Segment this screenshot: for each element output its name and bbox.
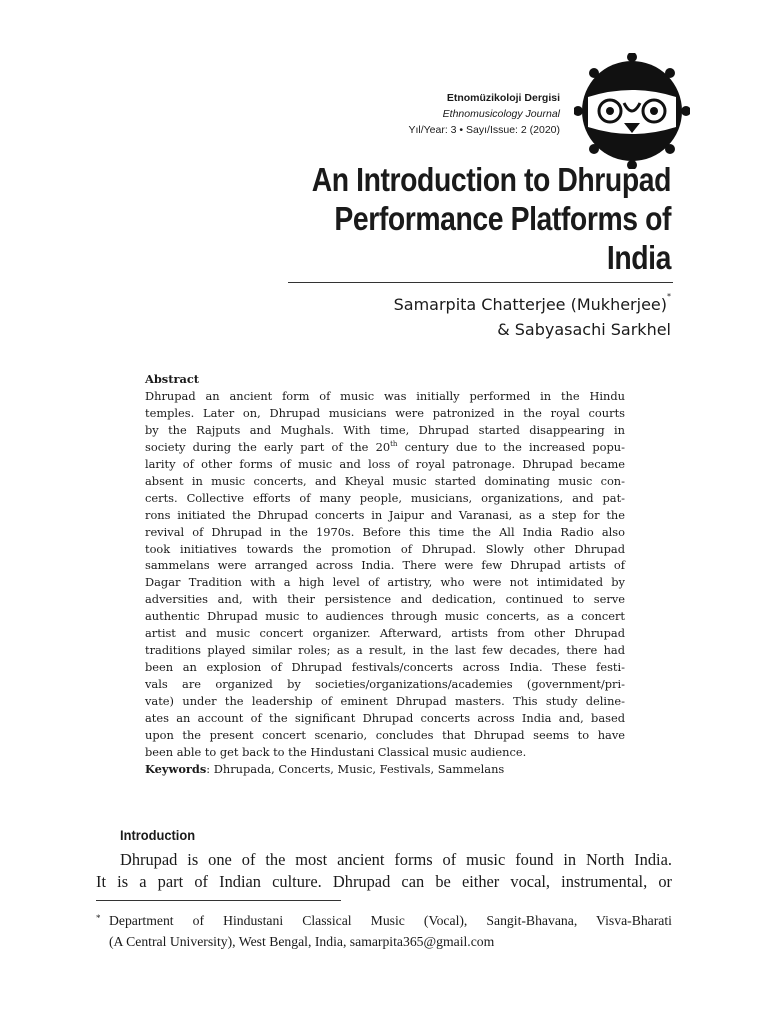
abstract-line: larity of other forms of music and loss of royal patronage. Dhrupad became: [145, 456, 625, 471]
abstract-line: artist and music concert organizer. Afterward, artists from other Dhrupad: [145, 626, 625, 641]
author-list: [394, 292, 671, 342]
journal-logo: [574, 53, 690, 169]
body-line: It is a part of Indian culture. Dhrupad can be either vocal, instrumental, or: [96, 872, 672, 891]
body-line: Dhrupad is one of the most ancient forms of music found in North India.: [120, 850, 672, 869]
keywords-text: : Dhrupada, Concerts, Music, Festivals, Sammelans: [206, 761, 505, 776]
keywords: [145, 761, 625, 778]
introduction-body: [96, 849, 672, 893]
abstract-line: authentic Dhrupad music to audiences through music concerts, as a concert: [145, 609, 625, 624]
abstract-line: revival of Dhrupad in the 1970s. Before this time the All India Radio also: [145, 524, 625, 539]
section-heading-introduction: Introduction: [120, 827, 196, 843]
title-line: India: [606, 239, 671, 276]
paper-title: [258, 160, 671, 277]
abstract-line: Dhrupad an ancient form of music was initially performed in the Hindu: [145, 388, 625, 403]
footnote-line: Department of Hindustani Classical Music (Vocal), Sangit-Bhavana, Visva-Bharati: [109, 913, 672, 928]
abstract-line: been able to get back to the Hindustani Classical music audience.: [145, 744, 527, 759]
footnote: [96, 910, 672, 952]
abstract-line: absent in music concerts, and Kheyal music started dominating music con-: [145, 473, 625, 488]
journal-name: Etnomüzikoloji Dergisi: [446, 92, 560, 104]
footnote-line: (A Central University), West Bengal, India, samarpita365@gmail.com: [109, 934, 495, 949]
abstract-line: adversities and, with their persistence and dedication, continued to serve: [145, 592, 625, 607]
footnote-divider: [96, 900, 341, 901]
abstract-line: upon the present concert scenario, concludes that Dhrupad seems to have: [145, 728, 625, 743]
abstract-line: rons initiated the Dhrupad concerts in Jaipur and Varanasi, as a step for the: [145, 507, 625, 522]
footnote-marker: *: [96, 913, 101, 923]
keywords-label: Keywords: [145, 761, 207, 776]
abstract-line: took initiatives towards the promotion of Dhrupad. Slowly other Dhrupad: [145, 541, 625, 556]
title-divider: [288, 282, 673, 283]
author-secondary: & Sabyasachi Sarkhel: [497, 320, 671, 339]
title-line: Performance Platforms of: [334, 200, 671, 237]
abstract: [145, 371, 625, 778]
abstract-line: vate) under the leadership of eminent Dhrupad masters. This study deline-: [145, 694, 625, 709]
abstract-line: been an explosion of Dhrupad festivals/concerts across India. These festi-: [145, 660, 625, 675]
journal-issue: Yıl/Year: 3 • Sayı/Issue: 2 (2020): [408, 124, 560, 136]
abstract-line: society during the early part of the 20th century due to the increased popu-: [145, 439, 625, 454]
abstract-line: sammelans were arranged across India. There were few Dhrupad artists of: [145, 558, 625, 573]
abstract-line: Dagar Tradition with a high level of artistry, who were not intimidated by: [145, 575, 625, 590]
abstract-heading: Abstract: [145, 372, 200, 386]
abstract-line: ates an account of the significant Dhrupad concerts across India and, based: [145, 711, 625, 726]
abstract-line: temples. Later on, Dhrupad musicians were patronized in the royal courts: [145, 405, 625, 420]
footnote-marker: *: [667, 292, 671, 301]
journal-name-english: Ethnomusicology Journal: [442, 108, 560, 120]
abstract-line: certs. Collective efforts of many people, musicians, organizations, and pat-: [145, 490, 625, 505]
abstract-line: traditions played similar roles; as a result, in the last few decades, there had: [145, 643, 625, 658]
abstract-line: vals are organized by societies/organizations/academies (government/pri-: [145, 677, 625, 692]
journal-info: [408, 90, 560, 138]
author-primary: Samarpita Chatterjee (Mukherjee): [393, 295, 667, 314]
title-line: An Introduction to Dhrupad: [311, 161, 671, 198]
abstract-line: by the Rajputs and Mughals. With time, Dhrupad started disappearing in: [145, 422, 625, 437]
